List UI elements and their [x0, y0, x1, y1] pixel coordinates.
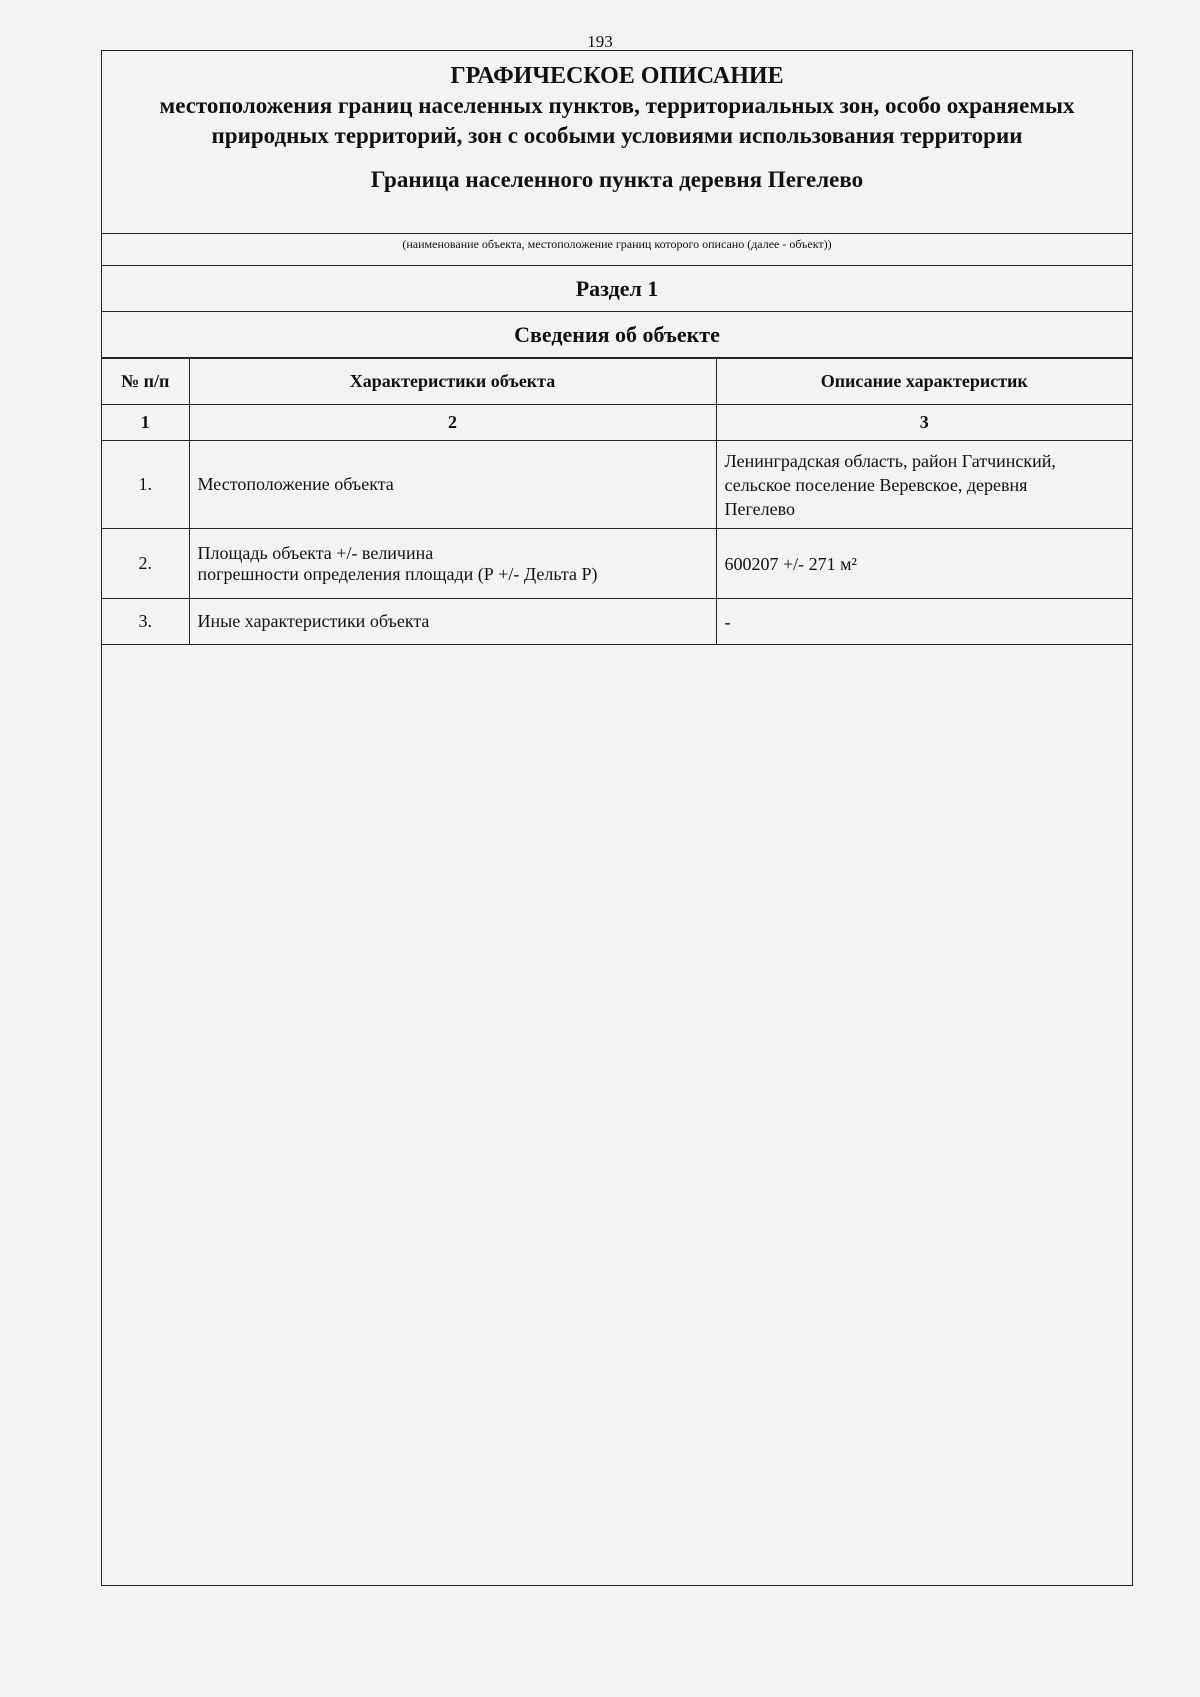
table-row	[102, 529, 1132, 599]
column-header-description: Описание характеристик	[716, 359, 1132, 405]
row-characteristic: Местоположение объекта	[189, 441, 716, 529]
document-title: ГРАФИЧЕСКОЕ ОПИСАНИЕ	[450, 63, 784, 89]
document-frame	[101, 50, 1133, 1586]
object-name: Граница населенного пункта деревня Пегелево	[370, 167, 864, 192]
table-header-row	[102, 359, 1132, 405]
column-number: 3	[716, 405, 1132, 441]
header-block	[102, 51, 1132, 234]
row-description: Ленинградская область, район Гатчинский, сельское поселение Веревское, деревня Пегелево	[716, 441, 1132, 529]
column-number: 2	[189, 405, 716, 441]
row-description: 600207 +/- 271 м²	[716, 529, 1132, 599]
row-characteristic: Иные характеристики объекта	[189, 599, 716, 645]
column-header-num: № п/п	[102, 359, 189, 405]
object-info-table	[102, 358, 1132, 645]
section-subtitle: Сведения об объекте	[102, 312, 1132, 358]
column-number: 1	[102, 405, 189, 441]
row-number: 3.	[102, 599, 189, 645]
page-number: 193	[587, 32, 613, 51]
table-row	[102, 441, 1132, 529]
section-title: Раздел 1	[102, 266, 1132, 312]
document-subtitle: местоположения границ населенных пунктов, территориальных зон, особо охраняемых природных территорий, зон с особыми условиями использования территории	[159, 93, 1075, 148]
object-caption: (наименование объекта, местоположение границ которого описано (далее - объект))	[102, 234, 1132, 266]
row-description: -	[716, 599, 1132, 645]
column-header-characteristic: Характеристики объекта	[189, 359, 716, 405]
row-number: 2.	[102, 529, 189, 599]
column-number-row	[102, 405, 1132, 441]
row-characteristic: Площадь объекта +/- величина погрешности определения площади (Р +/- Дельта Р)	[189, 529, 716, 599]
table-row	[102, 599, 1132, 645]
row-number: 1.	[102, 441, 189, 529]
